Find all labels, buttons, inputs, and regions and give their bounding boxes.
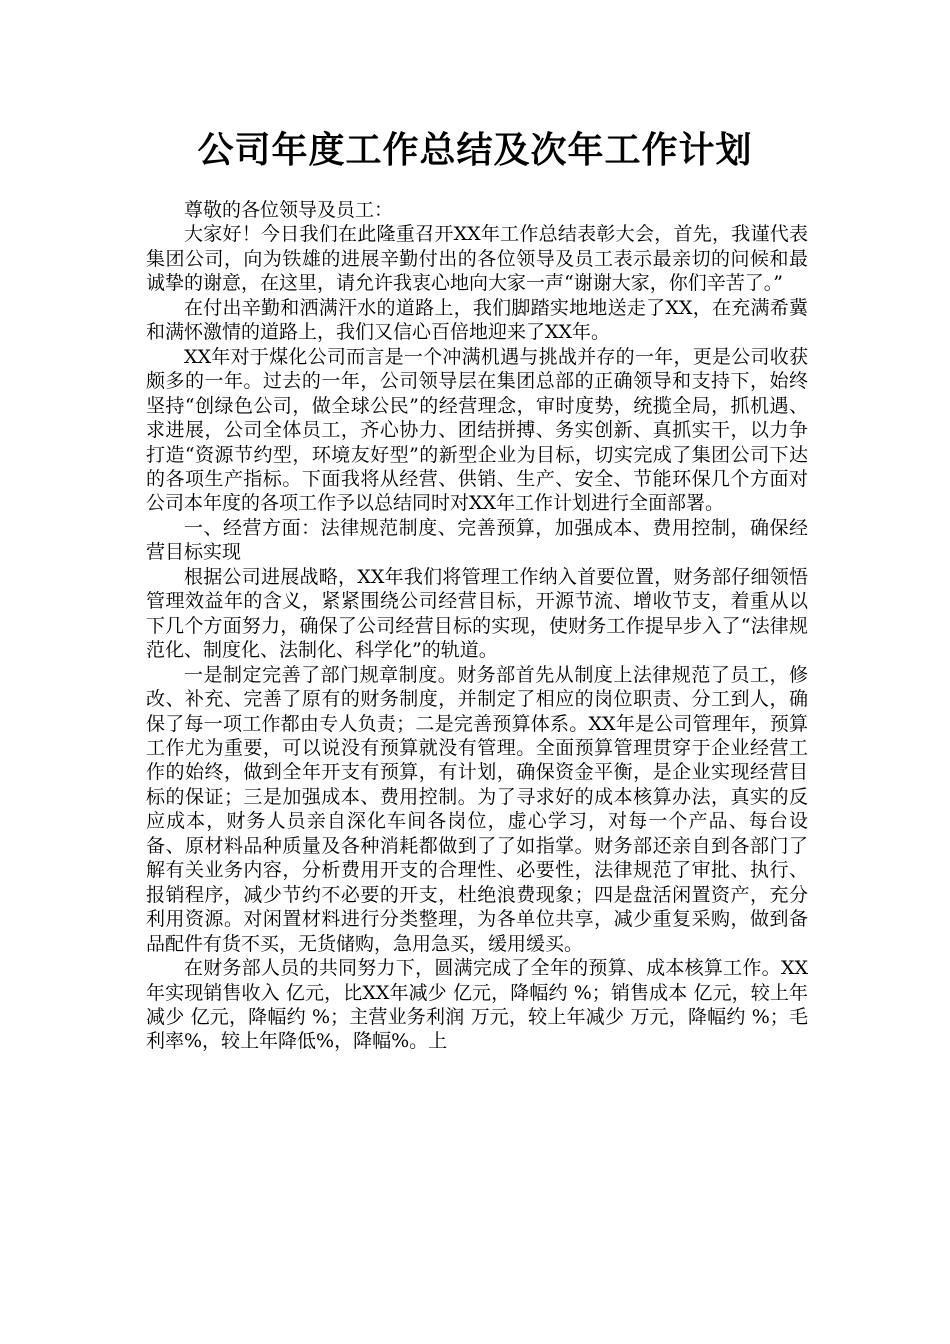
paragraph-overview: XX年对于煤化公司而言是一个冲满机遇与挑战并存的一年，更是公司收获颇多的一年。过去的一年，公司领导层在集团总部的正确领导和支持下，始终坚持“创绿色公司，做全球公民”的经营理念，审时度势，统揽全局，抓机遇、求进展，公司全体员工，齐心协力、团结拼搏、务实创新、真抓实干，以力争打造“资源节约型，环境友好型”的新型企业为目标，切实完成了集团公司下达的各项生产指标。下面我将从经营、供销、生产、安全、节能环保几个方面对公司本年度的各项工作予以总结同时对XX年工作计划进行全面部署。 — [146, 345, 808, 515]
paragraph-greeting: 大家好！今日我们在此隆重召开XX年工作总结表彰大会，首先，我谨代表集团公司，向为铁雄的进展辛勤付出的各位领导及员工表示最亲切的问候和最诚挚的谢意，在这里，请允许我衷心地向大家一声“谢谢大家，你们辛苦了。” — [146, 223, 808, 295]
paragraph-strategy: 根据公司进展战略，XX年我们将管理工作纳入首要位置，财务部仔细领悟管理效益年的含义，紧紧围绕公司经营目标，开源节流、增收节支，着重从以下几个方面努力，确保了公司经营目标的实现，使财务工作提早步入了“法律规范化、制度化、法制化、科学化”的轨道。 — [146, 565, 808, 662]
paragraph-transition: 在付出辛勤和洒满汗水的道路上，我们脚踏实地地送走了XX，在充满希冀和满怀激情的道路上，我们又信心百倍地迎来了XX年。 — [146, 296, 808, 344]
section-heading-operations: 一、经营方面：法律规范制度、完善预算，加强成本、费用控制，确保经营目标实现 — [146, 516, 808, 564]
paragraph-measures: 一是制定完善了部门规章制度。财务部首先从制度上法律规范了员工，修改、补充、完善了原有的财务制度，并制定了相应的岗位职责、分工到人，确保了每一项工作都由专人负责；二是完善预算体系。XX年是公司管理年，预算工作尤为重要，可以说没有预算就没有管理。全面预算管理贯穿于企业经营工作的始终，做到全年开支有预算，有计划，确保资金平衡，是企业实现经营目标的保证；三是加强成本、费用控制。为了寻求好的成本核算办法，真实的反应成本，财务人员亲自深化车间各岗位，虚心学习，对每一个产品、每台设备、原材料品种质量及各种消耗都做到了了如指掌。财务部还亲自到各部门了解有关业务内容，分析费用开支的合理性、必要性，法律规范了审批、执行、报销程序，减少节约不必要的开支，杜绝浪费现象；四是盘活闲置资产，充分利用资源。对闲置材料进行分类整理，为各单位共享，减少重复采购，做到备品配件有货不买，无货储购，急用急买，缓用缓买。 — [146, 663, 808, 955]
paragraph-results: 在财务部人员的共同努力下，圆满完成了全年的预算、成本核算工作。XX年实现销售收入 亿元，比XX年减少 亿元，降幅约 %；销售成本 亿元，较上年减少 亿元，降幅约 %；主营业务利润 万元，较上年减少 万元，降幅约 %；毛利率%，较上年降低%，降幅%。上 — [146, 957, 808, 1053]
document-title: 公司年度工作总结及次年工作计划 — [197, 130, 753, 171]
paragraph-salutation: 尊敬的各位领导及员工： — [184, 199, 394, 221]
document-body — [146, 198, 808, 1054]
